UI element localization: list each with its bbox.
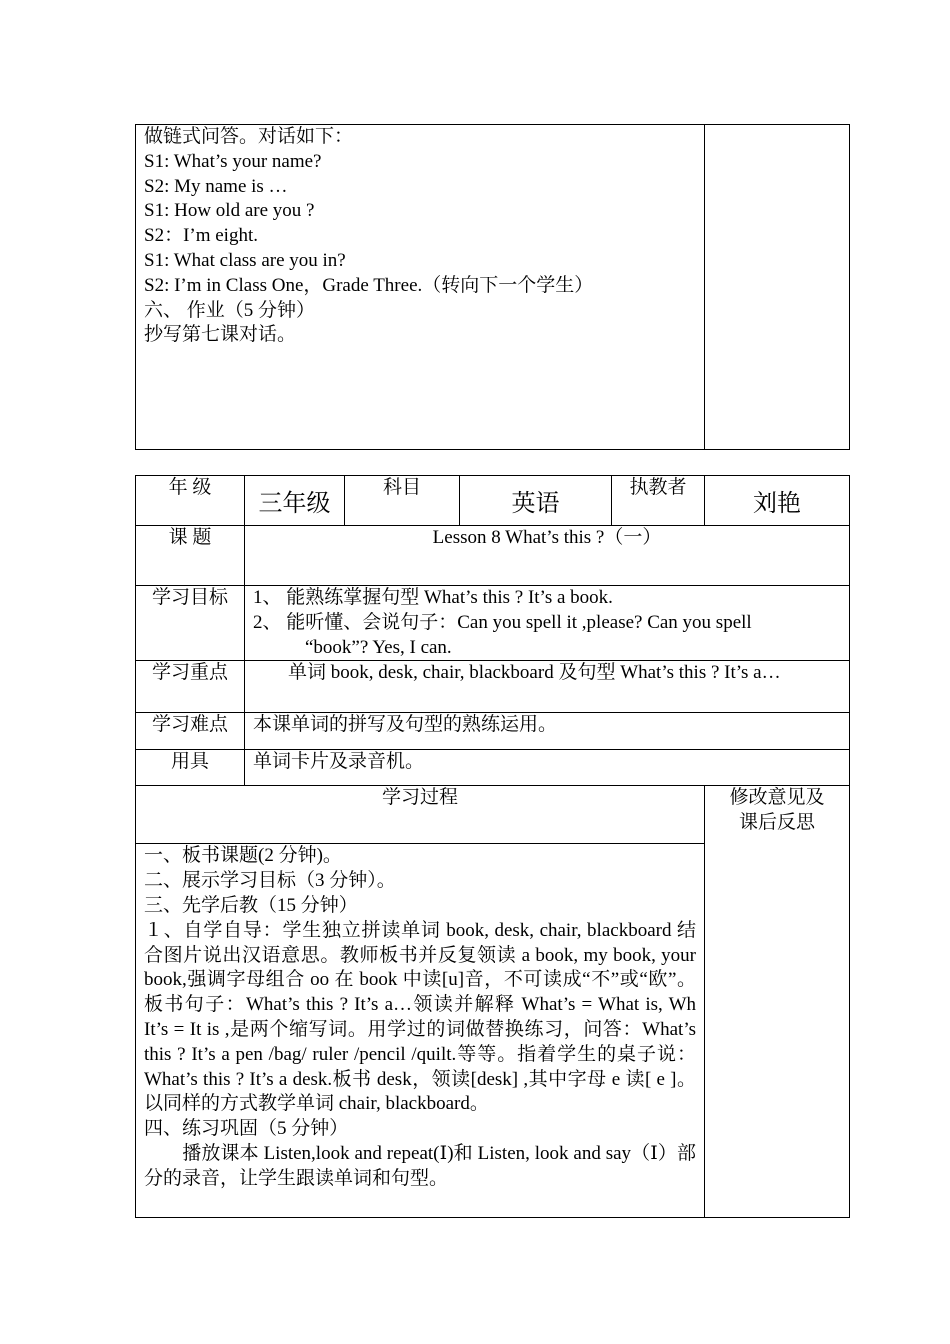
objective-item: 1、 能熟练掌握句型 What’s this ? It’s a book.: [253, 587, 613, 608]
process-step: 二、展示学习目标（3 分钟）。: [144, 870, 396, 892]
continuation-table: [135, 124, 850, 450]
difficulties-label: 学习难点: [151, 714, 228, 736]
dialogue-line: S1: What’s your name?: [144, 150, 322, 172]
subject-label-cell: [345, 476, 460, 526]
objective-item: 2、 能听懂、会说句子：Can you spell it ,please? Can you spell: [253, 611, 752, 633]
topic-label-cell: [136, 526, 245, 586]
difficulties-cell: [245, 713, 850, 750]
teacher-value: 刘艳: [753, 491, 801, 517]
process-step: 三、先学后教（15 分钟）: [144, 894, 358, 916]
process-label: 学习过程: [381, 787, 458, 809]
process-paragraph: １、自学自导：学生独立拼读单词 book, desk, chair, blackboard 结合图片说出汉语意思。教师板书并反复领读 a book, my book, your book,强调字母组合 oo 在 book 中读[u]音，不可读成“不”或“欧”。板书句子：What’s this ? It’s a…领读并解释 What’s = What is, Wh It’s = It is ,是两个缩写词。用学过的词做替换练习，问答：What’s this ? It’s a pen /bag/ ruler /pencil /quilt.等等。指着学生的桌子说：What’s this ? It’s a desk.板书 desk，领读[desk] ,其中字母 e 读[ e ]。以同样的方式教学单词 chair, blackboard。: [144, 919, 696, 1115]
dialogue-line: S1: How old are you ?: [144, 200, 315, 222]
dialogue-line: 做链式问答。对话如下：: [144, 126, 354, 147]
grade-label-cell: [136, 476, 245, 526]
process-header-cell: [136, 786, 705, 844]
dialogue-line: S1: What class are you in?: [144, 249, 346, 271]
difficulties-label-cell: [136, 713, 245, 750]
key-points-label: 学习重点: [151, 662, 228, 684]
dialogue-line: S2：I’m eight.: [144, 225, 258, 247]
difficulties-value: 本课单词的拼写及句型的熟练运用。: [253, 714, 558, 736]
process-step: 四、练习巩固（5 分钟）: [144, 1118, 349, 1140]
key-points-value: 单词 book, desk, chair, blackboard 及句型 What’s this ? It’s a…: [288, 662, 781, 684]
objective-item: “book”? Yes, I can.: [305, 636, 452, 658]
topic-value: Lesson 8 What’s this ?（一）: [432, 527, 662, 548]
process-step: 一、板书课题(2 分钟)。: [144, 845, 342, 867]
tools-cell: [245, 750, 850, 786]
process-paragraph: 播放课本 Listen,look and repeat(Ⅰ)和 Listen, look and say（Ⅰ）部分的录音，让学生跟读单词和句型。: [144, 1142, 696, 1189]
teacher-value-cell: [705, 476, 850, 526]
objectives-label-cell: [136, 586, 245, 661]
process-content-cell: [136, 844, 705, 1218]
objectives-label: 学习目标: [151, 587, 228, 608]
homework-heading: 六、 作业（5 分钟）: [144, 299, 316, 321]
topic-value-cell: [245, 526, 850, 586]
homework-text: 抄写第七课对话。: [144, 324, 297, 346]
key-points-cell: [245, 661, 850, 713]
subject-label: 科目: [382, 477, 421, 498]
subject-value: 英语: [511, 491, 560, 517]
reflection-label: 修改意见及课后反思: [729, 787, 825, 834]
subject-value-cell: [460, 476, 612, 526]
tools-label-cell: [136, 750, 245, 786]
reflection-cell: [705, 786, 850, 1218]
key-points-label-cell: [136, 661, 245, 713]
lesson-plan-table: [135, 475, 850, 1218]
dialogue-line: S2: I’m in Class One，Grade Three.（转向下一个学生）: [144, 274, 594, 296]
topic-label: 课 题: [168, 527, 212, 548]
continuation-notes-cell: [705, 125, 850, 450]
teacher-label: 执教者: [629, 477, 687, 498]
grade-value-cell: [245, 476, 345, 526]
continuation-content-cell: [136, 125, 705, 450]
grade-label: 年 级: [168, 477, 212, 498]
tools-label: 用具: [170, 751, 209, 773]
teacher-label-cell: [612, 476, 705, 526]
grade-value: 三年级: [258, 491, 331, 517]
tools-value: 单词卡片及录音机。: [253, 751, 425, 773]
objectives-cell: [245, 586, 850, 661]
dialogue-line: S2: My name is …: [144, 175, 288, 197]
